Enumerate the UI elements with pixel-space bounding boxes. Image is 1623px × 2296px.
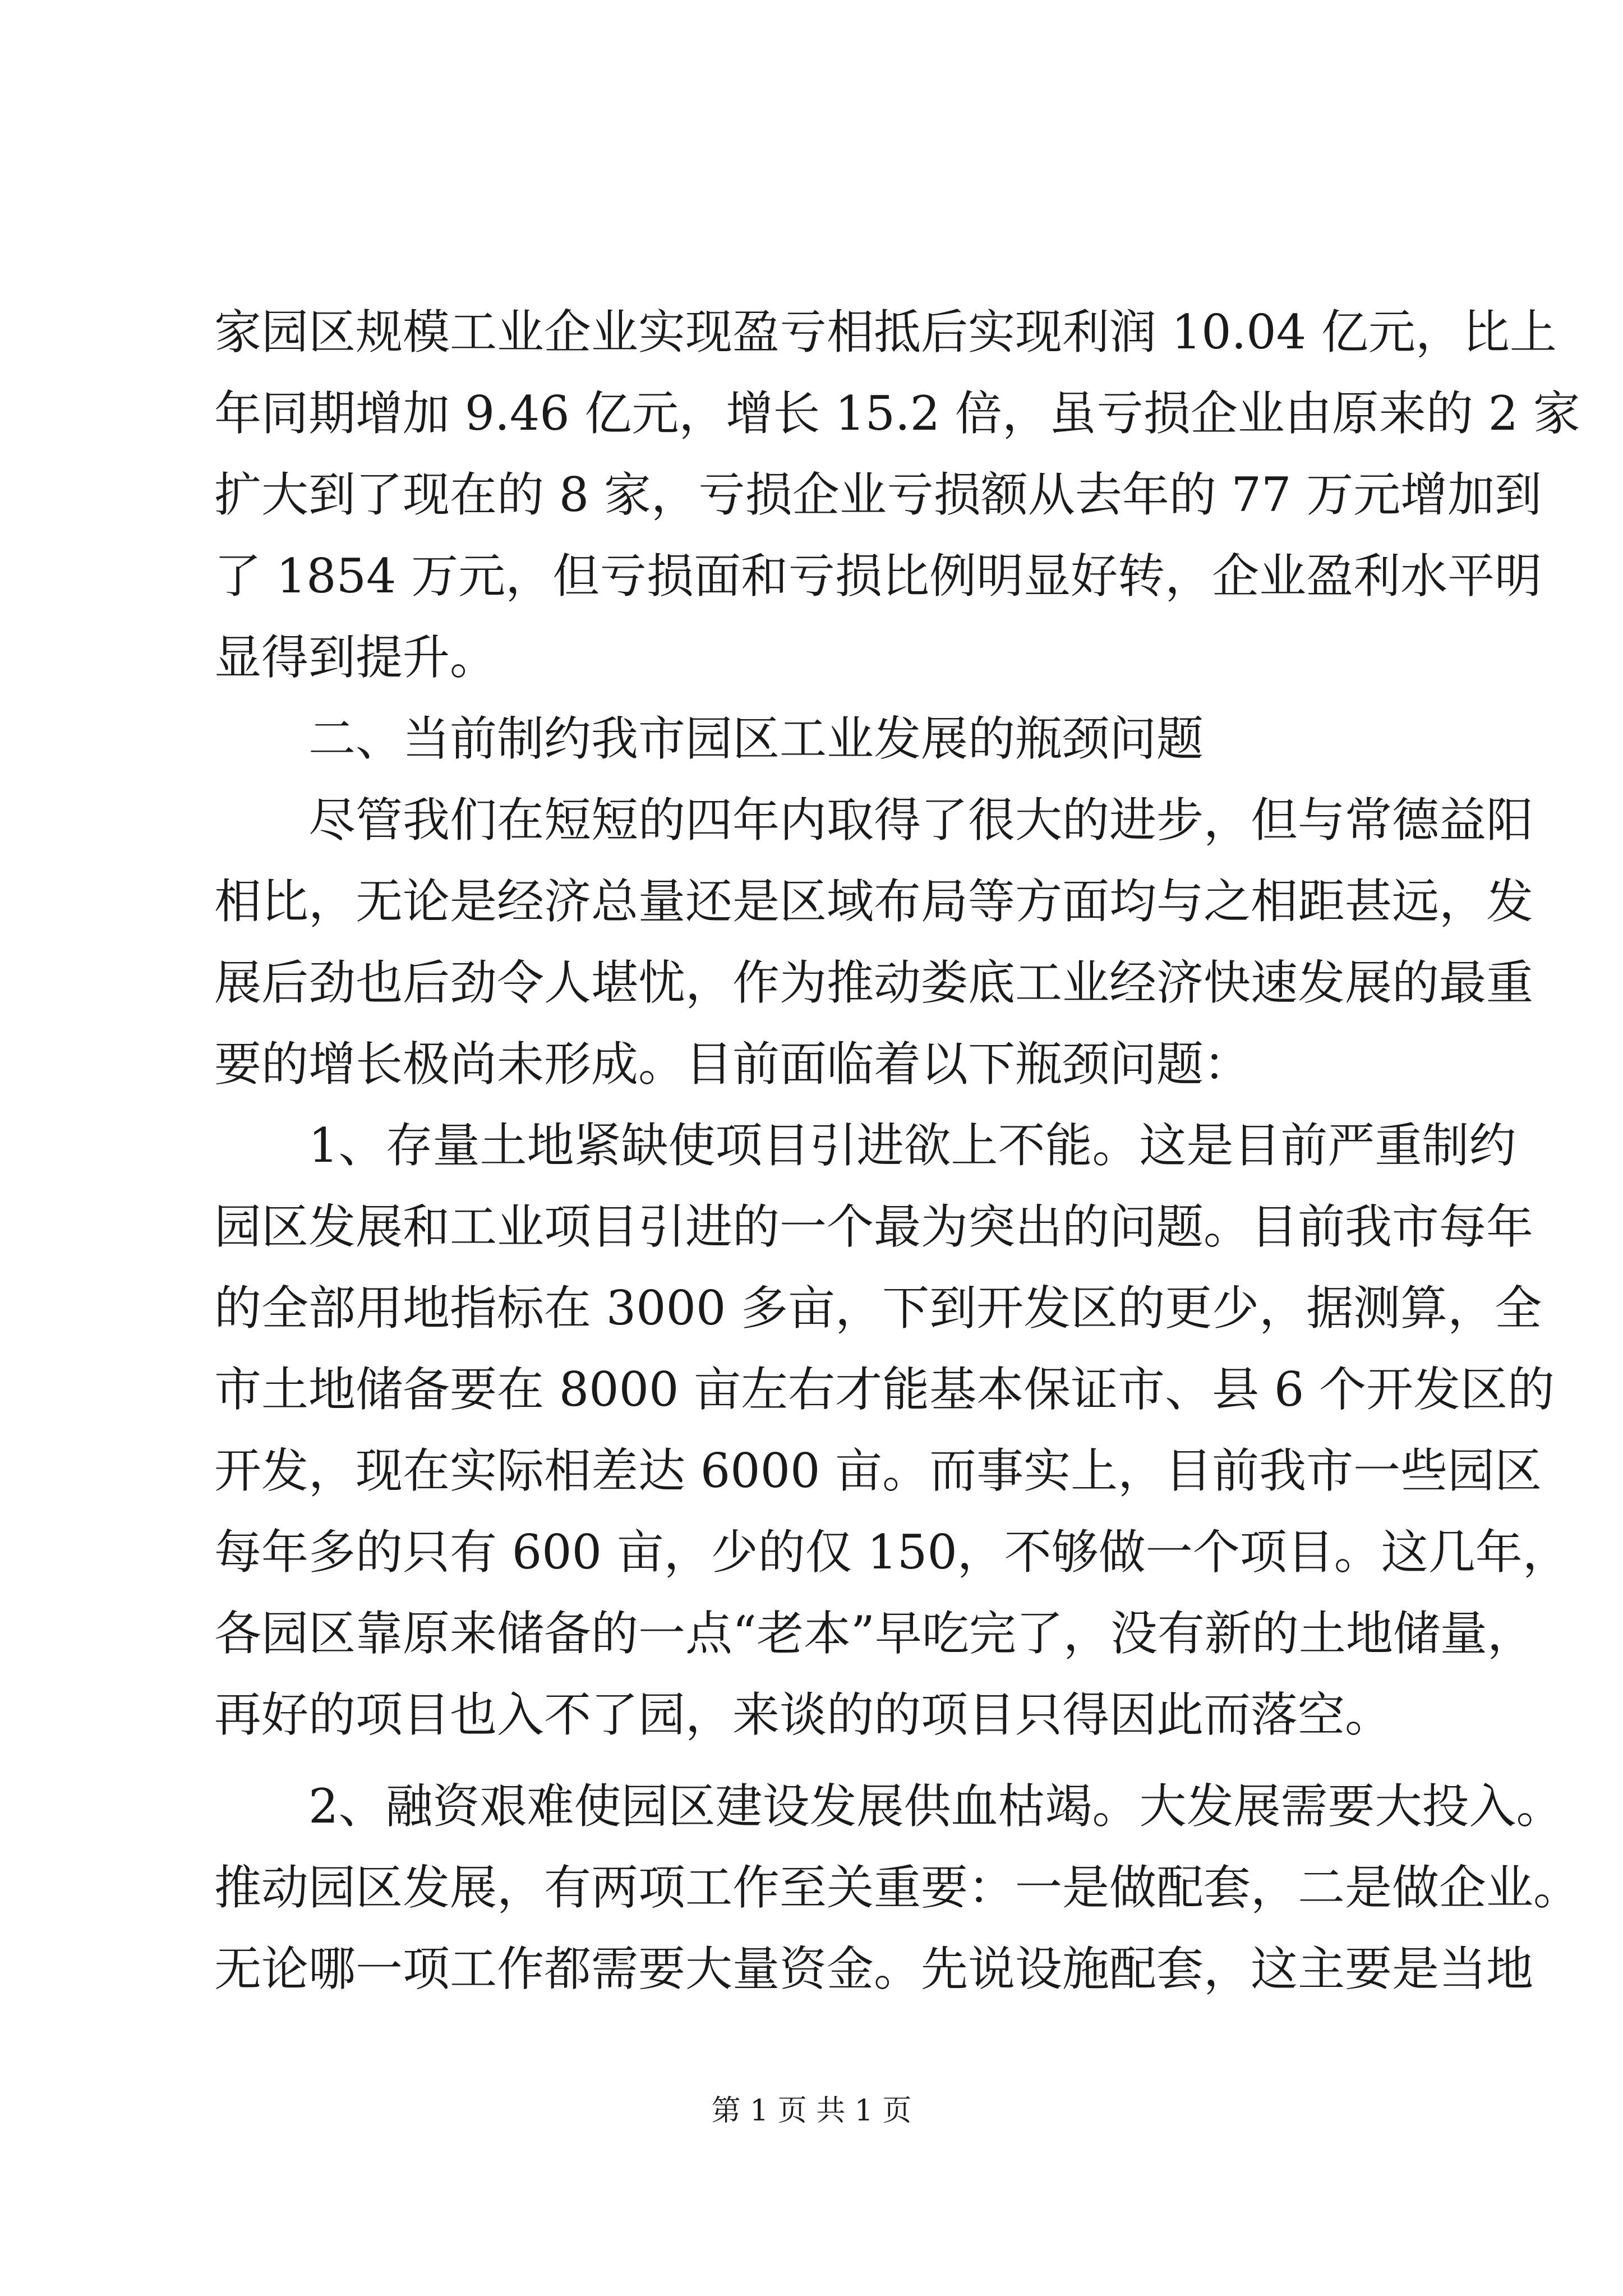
text-line: 了 1854 万元，但亏损面和亏损比例明显好转，企业盈利水平明 <box>214 549 1542 604</box>
document-body <box>214 292 1581 2010</box>
text-line: 各园区靠原来储备的一点“老本”早吃完了，没有新的土地储量， <box>214 1606 1534 1661</box>
text-line: 开发，现在实际相差达 6000 亩。而事实上，目前我市一些园区 <box>214 1443 1542 1498</box>
text-line: 每年多的只有 600 亩，少的仅 150，不够做一个项目。这几年， <box>214 1525 1570 1580</box>
text-line: 推动园区发展，有两项工作至关重要：一是做配套，二是做企业。 <box>214 1860 1581 1915</box>
text-line: 二、当前制约我市园区工业发展的瓶颈问题 <box>214 711 1204 766</box>
text-line: 的全部用地指标在 3000 多亩，下到开发区的更少，据测算，全 <box>214 1281 1542 1336</box>
text-line: 1、存量土地紧缺使项目引进欲上不能。这是目前严重制约 <box>214 1118 1516 1173</box>
text-line: 扩大到了现在的 8 家，亏损企业亏损额从去年的 77 万元增加到 <box>214 467 1542 522</box>
text-line: 家园区规模工业企业实现盈亏相抵后实现利润 10.04 亿元，比上 <box>214 305 1557 360</box>
text-line: 市土地储备要在 8000 亩左右才能基本保证市、县 6 个开发区的 <box>214 1362 1555 1417</box>
text-line: 相比，无论是经济总量还是区域布局等方面均与之相距甚远，发 <box>214 874 1534 929</box>
text-line: 无论哪一项工作都需要大量资金。先说设施配套，这主要是当地 <box>214 1941 1534 1996</box>
text-line: 年同期增加 9.46 亿元，增长 15.2 倍，虽亏损企业由原来的 2 家 <box>214 386 1580 441</box>
page-footer: 第 1 页 共 1 页 <box>711 2094 912 2128</box>
text-line: 尽管我们在短短的四年内取得了很大的进步，但与常德益阳 <box>214 793 1534 848</box>
text-line: 展后劲也后劲令人堪忧，作为推动娄底工业经济快速发展的最重 <box>214 955 1534 1010</box>
text-line: 再好的项目也入不了园，来谈的的项目只得因此而落空。 <box>214 1687 1393 1742</box>
paragraph-gap <box>214 1756 1414 1766</box>
text-line: 2、融资艰难使园区建设发展供血枯竭。大发展需要大投入。 <box>214 1779 1564 1834</box>
text-line: 园区发展和工业项目引进的一个最为突出的问题。目前我市每年 <box>214 1199 1534 1254</box>
text-line: 显得到提升。 <box>214 630 497 685</box>
text-line: 要的增长极尚未形成。目前面临着以下瓶颈问题： <box>214 1037 1251 1092</box>
